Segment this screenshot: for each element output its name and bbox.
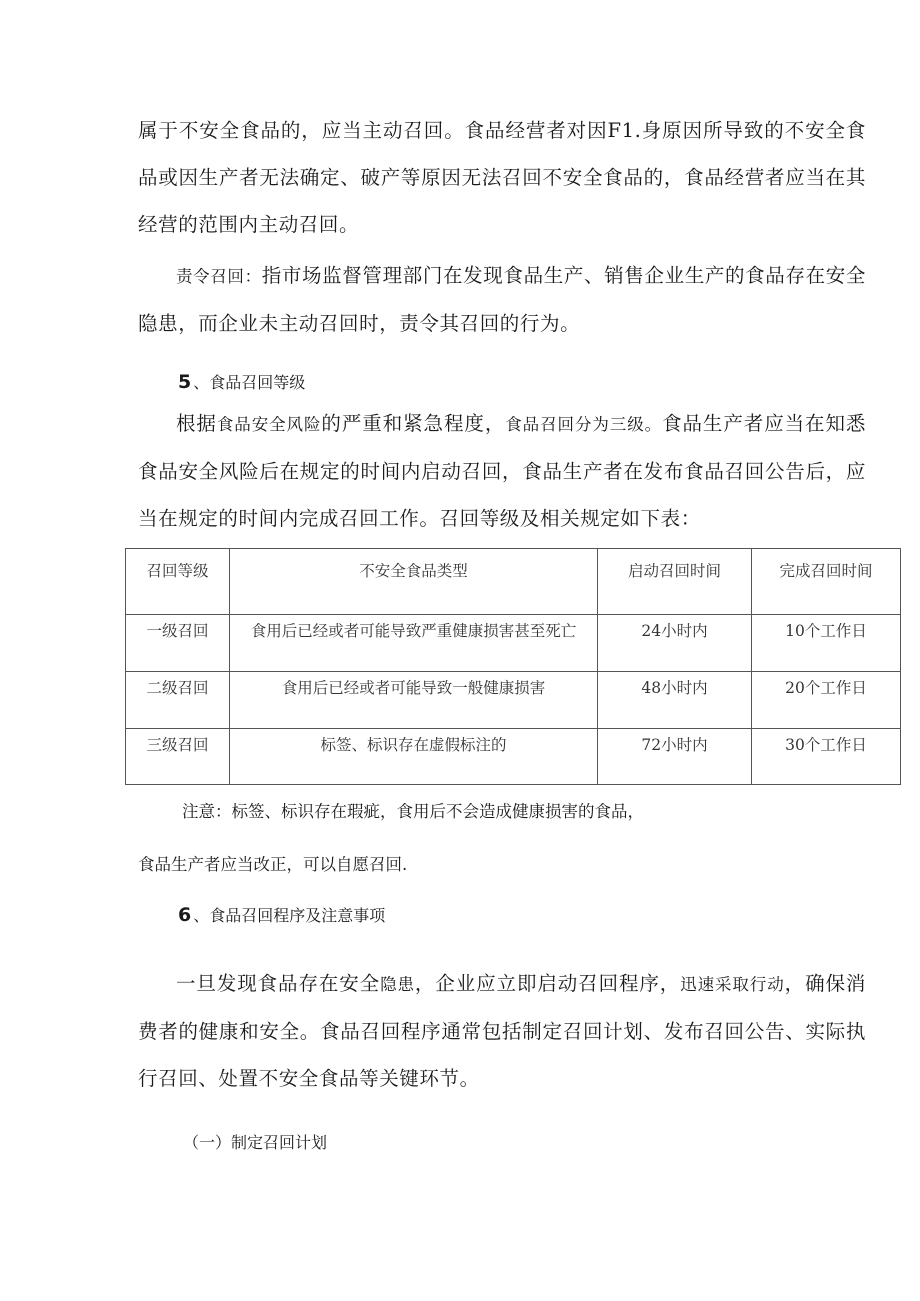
text-segment-emphasis: 隐患 [380,975,415,994]
text-segment-emphasis: 食品召回分为三级。 [505,415,663,434]
text-segment: 一旦发现食品存在安全 [176,972,381,995]
heading-number: 6 [178,904,192,926]
table-row [126,672,901,729]
paragraph-voluntary-recall: 属于不安全食品的，应当主动召回。食品经营者对因F1.身原因所导致的不安全食品或因生产者无法确定、破产等原因无法召回不安全食品的，食品经营者应当在其经营的范围内主动召回。 [138,119,866,236]
table-cell: 24小时内 [598,615,752,672]
table-cell: 48小时内 [598,672,752,729]
table-cell: 二级召回 [126,672,230,729]
table-cell: 10个工作日 [752,615,901,672]
table-cell: 标签、标识存在虚假标注的 [230,729,598,785]
note-text: 食品生产者应当改正， [138,855,303,874]
recall-levels-table [125,548,901,785]
text-segment: 食品生产者应当在知悉食品安全风险后在规定的时间内启动召回，食品生产者在发布食品召回公告后，应当在规定的时间内完成召回工作。召回等级及相关规定如下表： [138,412,866,530]
note-label: 注意： [182,802,232,821]
text-segment: ，确保消费者的健康和安全。食品召回程序通常包括制定召回计划、发布召回公告、实际执行召回、处置不安全食品等关键环节。 [138,972,866,1090]
table-cell: 一级召回 [126,615,230,672]
table-cell: 72小时内 [598,729,752,785]
heading-recall-procedure [178,903,385,926]
heading-recall-plan: （一）制定召回计划 [183,1133,328,1152]
table-cell: 20个工作日 [752,672,901,729]
note-line-1 [182,798,644,822]
table-cell: 三级召回 [126,729,230,785]
note-emphasis: 标签、标识存在瑕疵 [231,802,380,821]
table-header-cell: 启动召回时间 [598,549,752,615]
text-segment: 根据 [176,412,217,435]
table-cell: 30个工作日 [752,729,901,785]
heading-number: 5 [178,371,192,393]
paragraph-recall-procedure [138,960,866,1102]
table-header-cell: 不安全食品类型 [230,549,598,615]
paragraph-recall-levels [138,400,866,542]
text-segment-emphasis: 迅速采取行动 [680,975,785,994]
text-segment: 的严重和紧急程度， [321,412,506,435]
table-cell: 食用后已经或者可能导致一般健康损害 [230,672,598,729]
heading-text: 、食品召回等级 [193,373,306,392]
note-text: ，食用后不会造成健康损害的食品， [380,802,644,821]
table-header-row [126,549,901,615]
note-line-2 [138,851,407,875]
table-cell: 食用后已经或者可能导致严重健康损害甚至死亡 [230,615,598,672]
heading-text: 、食品召回程序及注意事项 [193,906,386,925]
table-header-cell: 召回等级 [126,549,230,615]
note-emphasis: 可以自愿召回. [303,855,408,874]
table-header-cell: 完成召回时间 [752,549,901,615]
ordered-recall-label: 责令召回： [176,267,262,286]
text-segment-emphasis: 食品安全风险 [216,415,322,434]
text-segment: ，企业应立即启动召回程序， [414,972,681,995]
paragraph-ordered-recall [138,252,866,347]
table-row [126,729,901,785]
table-row [126,615,901,672]
heading-recall-levels [178,370,305,393]
ordered-recall-text: 指市场监督管理部门在发现食品生产、销售企业生产的食品存在安全隐患，而企业未主动召回时，责令其召回的行为。 [138,264,866,335]
